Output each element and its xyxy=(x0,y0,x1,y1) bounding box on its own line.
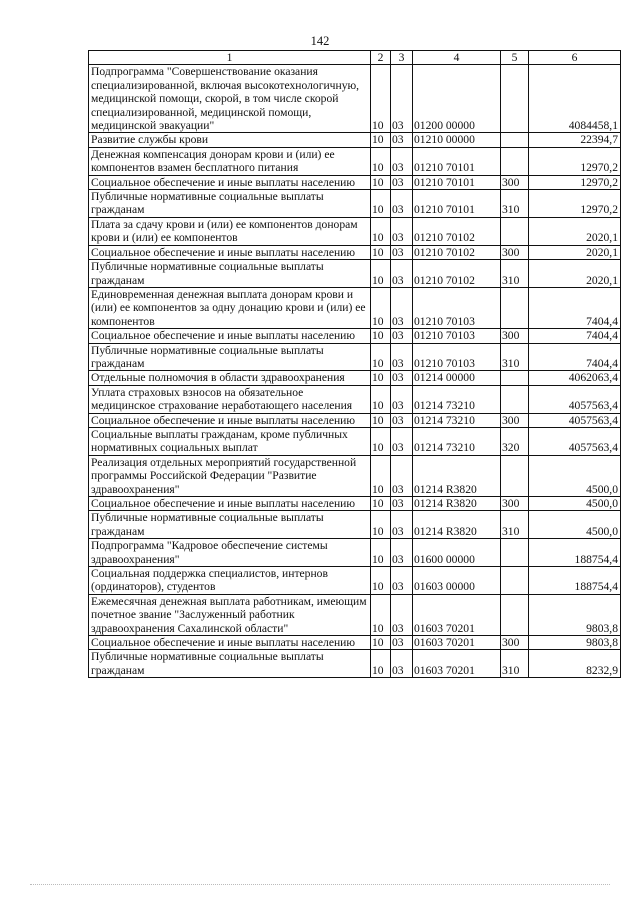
row-subsection: 03 xyxy=(391,65,413,133)
row-name: Социальные выплаты гражданам, кроме публичных нормативных социальных выплат xyxy=(89,427,371,455)
row-expense-type xyxy=(501,133,529,147)
row-subsection: 03 xyxy=(391,133,413,147)
row-amount: 7404,4 xyxy=(529,329,621,343)
row-subsection: 03 xyxy=(391,329,413,343)
row-section: 10 xyxy=(371,175,391,189)
row-target-code: 01214 00000 xyxy=(413,371,501,385)
row-target-code: 01210 70103 xyxy=(413,343,501,371)
row-expense-type xyxy=(501,539,529,567)
row-target-code: 01210 70103 xyxy=(413,287,501,328)
budget-table xyxy=(88,50,621,678)
row-subsection: 03 xyxy=(391,385,413,413)
row-target-code: 01600 00000 xyxy=(413,539,501,567)
row-section: 10 xyxy=(371,190,391,218)
table-row xyxy=(89,650,621,678)
table-row xyxy=(89,175,621,189)
row-name: Публичные нормативные социальные выплаты гражданам xyxy=(89,343,371,371)
row-expense-type xyxy=(501,147,529,175)
row-expense-type: 310 xyxy=(501,190,529,218)
table-row xyxy=(89,371,621,385)
row-name: Подпрограмма "Кадровое обеспечение системы здравоохранения" xyxy=(89,539,371,567)
header-col-6: 6 xyxy=(529,51,621,65)
row-target-code: 01214 R3820 xyxy=(413,511,501,539)
row-expense-type xyxy=(501,65,529,133)
row-subsection: 03 xyxy=(391,497,413,511)
row-amount: 9803,8 xyxy=(529,594,621,635)
row-amount: 7404,4 xyxy=(529,287,621,328)
row-section: 10 xyxy=(371,636,391,650)
row-amount: 4062063,4 xyxy=(529,371,621,385)
table-row xyxy=(89,511,621,539)
row-target-code: 01210 00000 xyxy=(413,133,501,147)
row-target-code: 01214 R3820 xyxy=(413,497,501,511)
row-target-code: 01210 70101 xyxy=(413,175,501,189)
row-expense-type: 310 xyxy=(501,511,529,539)
table-row xyxy=(89,539,621,567)
table-row xyxy=(89,567,621,595)
table-row xyxy=(89,65,621,133)
row-name: Единовременная денежная выплата донорам крови и (или) ее компонентов за одну донацию крови и (или) ее компонентов xyxy=(89,287,371,328)
row-amount: 12970,2 xyxy=(529,190,621,218)
row-target-code: 01210 70101 xyxy=(413,147,501,175)
row-amount: 8232,9 xyxy=(529,650,621,678)
row-subsection: 03 xyxy=(391,260,413,288)
row-name: Публичные нормативные социальные выплаты гражданам xyxy=(89,260,371,288)
table-row xyxy=(89,245,621,259)
scan-edge-noise xyxy=(30,884,610,887)
row-name: Уплата страховых взносов на обязательное медицинское страхование неработающего населения xyxy=(89,385,371,413)
row-target-code: 01210 70102 xyxy=(413,217,501,245)
table-row xyxy=(89,147,621,175)
row-name: Социальное обеспечение и иные выплаты населению xyxy=(89,245,371,259)
row-section: 10 xyxy=(371,567,391,595)
row-subsection: 03 xyxy=(391,455,413,496)
row-section: 10 xyxy=(371,287,391,328)
row-expense-type: 300 xyxy=(501,245,529,259)
table-row xyxy=(89,287,621,328)
row-name: Публичные нормативные социальные выплаты гражданам xyxy=(89,650,371,678)
row-amount: 2020,1 xyxy=(529,245,621,259)
row-name: Социальное обеспечение и иные выплаты населению xyxy=(89,497,371,511)
row-amount: 4057563,4 xyxy=(529,427,621,455)
row-name: Публичные нормативные социальные выплаты гражданам xyxy=(89,190,371,218)
row-amount: 7404,4 xyxy=(529,343,621,371)
row-subsection: 03 xyxy=(391,650,413,678)
row-amount: 4500,0 xyxy=(529,497,621,511)
row-target-code: 01214 73210 xyxy=(413,413,501,427)
table-row xyxy=(89,133,621,147)
row-expense-type xyxy=(501,217,529,245)
row-subsection: 03 xyxy=(391,147,413,175)
row-target-code: 01200 00000 xyxy=(413,65,501,133)
row-subsection: 03 xyxy=(391,539,413,567)
row-name: Денежная компенсация донорам крови и (или) ее компонентов взамен бесплатного питания xyxy=(89,147,371,175)
row-subsection: 03 xyxy=(391,427,413,455)
row-subsection: 03 xyxy=(391,175,413,189)
row-amount: 4500,0 xyxy=(529,455,621,496)
header-col-3: 3 xyxy=(391,51,413,65)
row-expense-type: 300 xyxy=(501,636,529,650)
row-name: Социальное обеспечение и иные выплаты населению xyxy=(89,329,371,343)
row-name: Плата за сдачу крови и (или) ее компонентов донорам крови и (или) ее компонентов xyxy=(89,217,371,245)
row-target-code: 01214 73210 xyxy=(413,427,501,455)
row-section: 10 xyxy=(371,329,391,343)
row-subsection: 03 xyxy=(391,371,413,385)
row-amount: 2020,1 xyxy=(529,260,621,288)
row-expense-type: 300 xyxy=(501,413,529,427)
row-subsection: 03 xyxy=(391,245,413,259)
row-section: 10 xyxy=(371,260,391,288)
row-expense-type xyxy=(501,594,529,635)
row-section: 10 xyxy=(371,511,391,539)
table-row xyxy=(89,455,621,496)
row-section: 10 xyxy=(371,371,391,385)
row-name: Подпрограмма "Совершенствование оказания специализированной, включая высокотехнологичную, медицинской помощи, скорой, в том числе скорой специализированной, медицинской помощи, медицинской эвакуации" xyxy=(89,65,371,133)
table-row xyxy=(89,217,621,245)
row-subsection: 03 xyxy=(391,567,413,595)
row-subsection: 03 xyxy=(391,511,413,539)
row-subsection: 03 xyxy=(391,636,413,650)
row-name: Отдельные полномочия в области здравоохранения xyxy=(89,371,371,385)
row-section: 10 xyxy=(371,343,391,371)
row-expense-type: 300 xyxy=(501,329,529,343)
row-amount: 12970,2 xyxy=(529,175,621,189)
row-subsection: 03 xyxy=(391,594,413,635)
row-expense-type: 300 xyxy=(501,497,529,511)
row-expense-type xyxy=(501,371,529,385)
table-row xyxy=(89,260,621,288)
row-name: Социальное обеспечение и иные выплаты населению xyxy=(89,636,371,650)
row-target-code: 01214 73210 xyxy=(413,385,501,413)
table-row xyxy=(89,636,621,650)
row-amount: 188754,4 xyxy=(529,539,621,567)
row-expense-type: 310 xyxy=(501,650,529,678)
row-section: 10 xyxy=(371,385,391,413)
row-name: Социальное обеспечение и иные выплаты населению xyxy=(89,175,371,189)
row-section: 10 xyxy=(371,455,391,496)
row-expense-type: 320 xyxy=(501,427,529,455)
header-col-4: 4 xyxy=(413,51,501,65)
header-row xyxy=(89,51,621,65)
row-amount: 4057563,4 xyxy=(529,385,621,413)
row-target-code: 01210 70102 xyxy=(413,260,501,288)
row-target-code: 01603 00000 xyxy=(413,567,501,595)
row-name: Социальная поддержка специалистов, интернов (ординаторов), студентов xyxy=(89,567,371,595)
row-subsection: 03 xyxy=(391,413,413,427)
row-amount: 4084458,1 xyxy=(529,65,621,133)
header-col-2: 2 xyxy=(371,51,391,65)
header-col-1: 1 xyxy=(89,51,371,65)
row-section: 10 xyxy=(371,133,391,147)
row-expense-type: 310 xyxy=(501,260,529,288)
row-amount: 12970,2 xyxy=(529,147,621,175)
row-section: 10 xyxy=(371,217,391,245)
row-section: 10 xyxy=(371,147,391,175)
page-number: 142 xyxy=(310,34,330,48)
row-expense-type xyxy=(501,385,529,413)
row-target-code: 01214 R3820 xyxy=(413,455,501,496)
row-subsection: 03 xyxy=(391,190,413,218)
row-section: 10 xyxy=(371,539,391,567)
row-expense-type: 300 xyxy=(501,175,529,189)
table-row xyxy=(89,594,621,635)
row-section: 10 xyxy=(371,65,391,133)
row-target-code: 01210 70101 xyxy=(413,190,501,218)
row-target-code: 01603 70201 xyxy=(413,594,501,635)
row-section: 10 xyxy=(371,245,391,259)
row-name: Публичные нормативные социальные выплаты гражданам xyxy=(89,511,371,539)
row-amount: 2020,1 xyxy=(529,217,621,245)
row-name: Реализация отдельных мероприятий государственной программы Российской Федерации "Развитие здравоохранения" xyxy=(89,455,371,496)
table-row xyxy=(89,497,621,511)
row-name: Развитие службы крови xyxy=(89,133,371,147)
header-col-5: 5 xyxy=(501,51,529,65)
row-amount: 22394,7 xyxy=(529,133,621,147)
table-row xyxy=(89,413,621,427)
row-name: Социальное обеспечение и иные выплаты населению xyxy=(89,413,371,427)
row-expense-type xyxy=(501,287,529,328)
row-section: 10 xyxy=(371,427,391,455)
table-row xyxy=(89,329,621,343)
row-section: 10 xyxy=(371,594,391,635)
table-row xyxy=(89,343,621,371)
row-expense-type xyxy=(501,455,529,496)
row-target-code: 01210 70102 xyxy=(413,245,501,259)
row-section: 10 xyxy=(371,497,391,511)
row-amount: 9803,8 xyxy=(529,636,621,650)
row-section: 10 xyxy=(371,650,391,678)
row-target-code: 01603 70201 xyxy=(413,636,501,650)
table-row xyxy=(89,385,621,413)
row-amount: 188754,4 xyxy=(529,567,621,595)
row-amount: 4500,0 xyxy=(529,511,621,539)
row-section: 10 xyxy=(371,413,391,427)
row-target-code: 01603 70201 xyxy=(413,650,501,678)
row-subsection: 03 xyxy=(391,343,413,371)
row-subsection: 03 xyxy=(391,287,413,328)
row-target-code: 01210 70103 xyxy=(413,329,501,343)
row-expense-type: 310 xyxy=(501,343,529,371)
table-row xyxy=(89,190,621,218)
row-name: Ежемесячная денежная выплата работникам, имеющим почетное звание "Заслуженный работник здравоохранения Сахалинской области" xyxy=(89,594,371,635)
table-row xyxy=(89,427,621,455)
row-subsection: 03 xyxy=(391,217,413,245)
row-amount: 4057563,4 xyxy=(529,413,621,427)
row-expense-type xyxy=(501,567,529,595)
